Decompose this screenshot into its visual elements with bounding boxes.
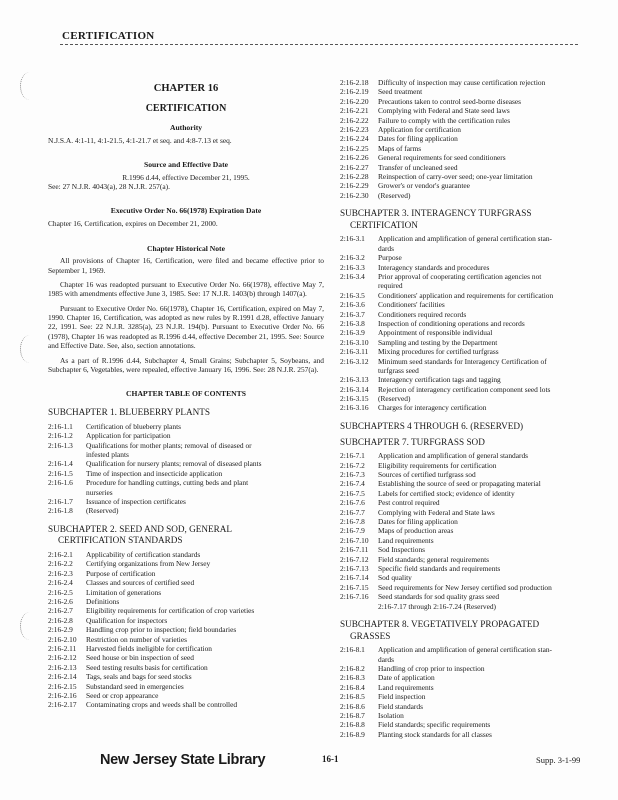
section-number: 2:16-7.16 <box>340 592 369 602</box>
section-title: Procedure for handling cuttings, cutting beds and plant <box>86 478 249 488</box>
section-number: 2:16-3.5 <box>340 290 365 300</box>
section-title: Complying with Federal and State laws <box>378 507 495 517</box>
section-title: Sod Inspections <box>378 545 426 555</box>
toc-entry <box>340 125 588 134</box>
section-number: 2:16-3.2 <box>340 253 365 263</box>
section-title: Interagency standards and procedures <box>378 262 490 272</box>
section-title: Application and amplification of general certification stan- <box>378 234 553 244</box>
section-title: Sources of certified turfgrass sod <box>378 470 476 480</box>
section-title: Contaminating crops and weeds shall be controlled <box>86 700 238 710</box>
toc-entry <box>340 564 588 573</box>
section-title: Field standards; general requirements <box>378 554 490 564</box>
toc-entry <box>340 692 588 701</box>
section-title: Application for certification <box>378 124 461 134</box>
section-number: 2:16-7.4 <box>340 479 365 489</box>
section-number: 2:16-7.12 <box>340 554 369 564</box>
toc-heading: CHAPTER TABLE OF CONTENTS <box>126 389 246 399</box>
header-rule <box>60 44 578 45</box>
section-title-continued: dards <box>378 654 395 664</box>
section-title: Substandard seed in emergencies <box>86 681 184 691</box>
section-title: Isolation <box>378 711 404 720</box>
section-title: Definitions <box>86 597 120 606</box>
toc-entry <box>48 441 324 450</box>
section-number: 2:16-1.2 <box>48 431 73 441</box>
section-title: Qualifications for mother plants; removal of diseased or <box>86 440 252 450</box>
toc-entry <box>340 683 588 692</box>
section-number: 2:16-3.6 <box>340 300 365 310</box>
punch-hole-mark <box>20 335 39 363</box>
section-number: 2:16-3.10 <box>340 337 369 347</box>
section-number: 2:16-2.2 <box>48 559 73 569</box>
section-number: 2:16-3.4 <box>340 272 365 282</box>
section-title: Certification of blueberry plants <box>86 421 182 431</box>
section-title: Seed standards for sod quality grass seed <box>378 592 500 602</box>
section-number: 2:16-2.11 <box>48 643 77 653</box>
section-title: Sampling and testing by the Department <box>378 337 498 347</box>
section-title: Dates for filing application <box>378 134 458 144</box>
section-number: 2:16-2.22 <box>340 115 369 125</box>
section-title: Seed requirements for New Jersey certified sod production <box>378 582 552 592</box>
expiration-heading: Executive Order No. 66(1978) Expiration Date <box>110 206 262 216</box>
section-title: Eligibility requirements for certification <box>378 460 497 470</box>
subchapter-title <box>340 437 588 449</box>
section-title: Appointment of responsible individual <box>378 328 493 338</box>
subchapter-1 <box>48 407 324 516</box>
toc-entry <box>340 172 588 181</box>
section-title-continued: required <box>378 281 403 291</box>
section-number: 2:16-2.19 <box>340 87 369 97</box>
section-number: 2:16-2.14 <box>48 672 77 682</box>
toc-entry <box>48 422 324 431</box>
toc-entry <box>340 134 588 143</box>
section-title: Tags, seals and bags for seed stocks <box>86 672 192 682</box>
section-title: General requirements for seed conditioners <box>378 153 506 163</box>
chapter-number: CHAPTER 16 <box>153 83 219 94</box>
section-number: 2:16-2.4 <box>48 578 73 588</box>
section-number: 2:16-2.25 <box>340 143 369 153</box>
section-title: Land requirements <box>378 535 434 545</box>
toc-entry <box>340 338 588 347</box>
history-paragraph: Chapter 16 was readopted pursuant to Executive Order No. 66(1978), effective May 7, 1985 with amendments effective June 3, 1985. See: 17 N.J.R. 1403(b) through 1407(a). <box>48 279 324 299</box>
section-title: Handling crop prior to inspection; field boundaries <box>86 625 237 635</box>
section-title: Inspection of conditioning operations and records <box>378 318 525 328</box>
section-title: Maps of farms <box>378 143 422 153</box>
section-title: Seed or crop appearance <box>86 690 159 700</box>
toc-entry <box>340 702 588 711</box>
section-title-continued: turfgrass seed <box>378 365 419 375</box>
toc-entry <box>340 328 588 337</box>
section-number: 2:16-3.3 <box>340 262 365 272</box>
toc-entry <box>340 234 588 243</box>
section-title: Sod quality <box>378 573 412 583</box>
toc-entry <box>340 508 588 517</box>
section-title: Limitation of generations <box>86 587 162 597</box>
toc-entry <box>340 526 588 535</box>
section-number: 2:16-7.8 <box>340 516 365 526</box>
toc-entry <box>48 663 324 672</box>
subchapter-8 <box>340 619 588 739</box>
section-title: Field standards <box>378 701 423 711</box>
toc-entry <box>48 469 324 478</box>
section-number: 2:16-2.9 <box>48 625 73 635</box>
toc-entry <box>340 181 588 190</box>
section-title: Field inspection <box>378 692 426 702</box>
toc-entry <box>48 559 324 568</box>
toc-entry <box>48 700 324 709</box>
section-title: Transfer of uncleaned seed <box>378 162 458 172</box>
section-title: Date of application <box>378 673 435 683</box>
toc-entry <box>340 489 588 498</box>
toc-entry <box>340 573 588 582</box>
toc-entry <box>340 97 588 106</box>
section-title: Specific field standards and requirements <box>378 563 501 573</box>
section-number: 2:16-7.6 <box>340 498 365 508</box>
section-title: (Reserved) <box>378 394 411 404</box>
section-title: Interagency certification tags and tagging <box>378 375 501 385</box>
section-number: 2:16-1.7 <box>48 496 73 506</box>
toc-entry <box>340 664 588 673</box>
section-number: 2:16-1.6 <box>48 478 73 488</box>
toc-entry <box>340 385 588 394</box>
section-number: 2:16-8.6 <box>340 701 365 711</box>
section-number: 2:16-8.9 <box>340 729 365 739</box>
toc-entry <box>340 116 588 125</box>
section-number: 2:16-8.8 <box>340 720 365 730</box>
section-title: Qualification for inspectors <box>86 615 168 625</box>
section-number: 2:16-2.24 <box>340 134 369 144</box>
toc-entry <box>340 291 588 300</box>
section-title: Precautions taken to control seed-borne diseases <box>378 96 522 106</box>
toc-entry <box>340 78 588 87</box>
section-number: 2:16-2.20 <box>340 96 369 106</box>
section-number: 2:16-8.1 <box>340 645 365 655</box>
toc-entry <box>340 461 588 470</box>
section-title: Qualification for nursery plants; removal of diseased plants <box>86 459 262 469</box>
section-number: 2:16-7.1 <box>340 451 365 461</box>
left-column <box>48 78 324 710</box>
section-number: 2:16-3.1 <box>340 234 365 244</box>
section-number: 2:16-3.13 <box>340 375 369 385</box>
toc-entry <box>340 310 588 319</box>
toc-entry <box>340 517 588 526</box>
source-text: R.1996 d.44, effective December 21, 1995. <box>122 172 250 182</box>
section-title: Applicability of certification standards <box>86 550 201 560</box>
section-number: 2:16-8.4 <box>340 682 365 692</box>
section-number: 2:16-2.21 <box>340 106 369 116</box>
section-number: 2:16-2.30 <box>340 190 369 200</box>
source-heading: Source and Effective Date <box>143 160 228 170</box>
toc-entry <box>48 588 324 597</box>
section-title: Maps of production areas <box>378 526 454 536</box>
toc-entry <box>48 635 324 644</box>
toc-entry <box>48 644 324 653</box>
section-title: Purpose of certification <box>86 568 156 578</box>
section-number: 2:16-2.5 <box>48 587 73 597</box>
section-number: 2:16-1.4 <box>48 459 73 469</box>
section-number: 2:16-1.5 <box>48 468 73 478</box>
section-title: Conditioners required records <box>378 309 467 319</box>
toc-entry <box>48 569 324 578</box>
section-number: 2:16-3.9 <box>340 328 365 338</box>
toc-entry <box>48 606 324 615</box>
toc-entry <box>48 625 324 634</box>
history-paragraph: Pursuant to Executive Order No. 66(1978), Chapter 16, Certification, expired on May 7, 1990. Chapter 16, Certification, was adopted as new rules by R.1991 d.28, effective January 22, 1991. See: 22 N.J.R. 3285(a), 23 N.J.R. 194(b). Pursuant to Executive Order No. 66 (1978), Chapter 16 was readopted as R.1996 d.44, effective December 21, 1995. See: Source and Effective Date. See, also, section annotations. <box>48 303 324 351</box>
section-number: 2:16-1.8 <box>48 506 73 516</box>
section-number: 2:16-7.3 <box>340 470 365 480</box>
section-number: 2:16-3.15 <box>340 394 369 404</box>
page-number: 16-1 <box>322 754 339 764</box>
section-number: 2:16-3.12 <box>340 356 369 366</box>
subchapter-3 <box>340 208 588 413</box>
section-number: 2:16-8.2 <box>340 664 365 674</box>
source-text: See: 27 N.J.R. 4043(a), 28 N.J.R. 257(a). <box>48 182 170 192</box>
section-title: Establishing the source of seed or propagating material <box>378 479 541 489</box>
section-number: 2:16-2.29 <box>340 181 369 191</box>
toc-entry <box>340 272 588 281</box>
section-title: Purpose <box>378 253 402 263</box>
section-title: Reinspection of carry-over seed; one-year limitation <box>378 171 533 181</box>
toc-entry <box>340 545 588 554</box>
toc-entry <box>48 459 324 468</box>
section-title: Certifying organizations from New Jersey <box>86 559 211 569</box>
toc-entry <box>340 144 588 153</box>
section-number: 2:16-2.18 <box>340 78 369 87</box>
toc-entry <box>340 451 588 460</box>
toc-entry <box>48 550 324 559</box>
library-stamp: New Jersey State Library <box>100 752 266 768</box>
section-title: Dates for filing application <box>378 516 458 526</box>
authority-text: N.J.S.A. 4:1-11, 4:1-21.5, 4:1-21.7 et seq. and 4:8-7.13 et seq. <box>48 135 232 145</box>
toc-entry <box>48 672 324 681</box>
section-number: 2:16-2.3 <box>48 568 73 578</box>
subchapter-title-line: GRASSES <box>350 630 391 641</box>
toc-entry <box>340 263 588 272</box>
section-number: 2:16-3.7 <box>340 309 365 319</box>
toc-entry <box>340 470 588 479</box>
section-title: 2:16-7.17 through 2:16-7.24 (Reserved) <box>378 601 497 611</box>
chapter-title: CERTIFICATION <box>145 103 227 115</box>
section-number: 2:16-3.16 <box>340 403 369 413</box>
section-number: 2:16-3.14 <box>340 384 369 394</box>
toc-entry <box>340 191 588 200</box>
toc-entry <box>340 163 588 172</box>
toc-entry <box>340 319 588 328</box>
section-title: Classes and sources of certified seed <box>86 578 195 588</box>
section-number: 2:16-2.13 <box>48 662 77 672</box>
section-number: 2:16-7.11 <box>340 545 369 555</box>
subchapter-title-line: SUBCHAPTER 7. TURFGRASS SOD <box>340 436 485 447</box>
toc-entry <box>48 478 324 487</box>
section-number: 2:16-8.5 <box>340 692 365 702</box>
section-title: Pest control required <box>378 498 440 508</box>
toc-entry <box>340 673 588 682</box>
toc-entry <box>340 555 588 564</box>
section-title: Conditioners' facilities <box>378 300 445 310</box>
section-title: Field standards; specific requirements <box>378 720 491 730</box>
subchapter-title <box>48 407 324 419</box>
history-paragraph: As a part of R.1996 d.44, Subchapter 4, Small Grains; Subchapter 5, Soybeans, and Subchapter 6, Vegetables, were repealed, effective January 16, 1996. See: 28 N.J.R. 257(a). <box>48 355 324 375</box>
right-column <box>340 78 588 739</box>
toc-entry <box>340 347 588 356</box>
toc-entry <box>48 616 324 625</box>
toc-entry <box>340 602 588 611</box>
section-number: 2:16-2.8 <box>48 615 73 625</box>
section-number: 2:16-8.3 <box>340 673 365 683</box>
section-number: 2:16-2.15 <box>48 681 77 691</box>
subchapter-title <box>340 619 588 642</box>
subchapter-title-line: CERTIFICATION STANDARDS <box>58 535 183 546</box>
section-number: 2:16-7.14 <box>340 573 369 583</box>
toc-entry <box>48 578 324 587</box>
toc-entry <box>340 394 588 403</box>
section-number: 2:16-2.28 <box>340 171 369 181</box>
section-number: 2:16-8.7 <box>340 711 365 720</box>
toc-entry <box>340 300 588 309</box>
section-number: 2:16-2.12 <box>48 653 77 663</box>
toc-entry <box>340 375 588 384</box>
subchapter-7 <box>340 437 588 611</box>
section-title: Mixing procedures for certified turfgrass <box>378 347 499 357</box>
section-title: Issuance of inspection certificates <box>86 496 186 506</box>
toc-entry <box>48 597 324 606</box>
subchapter-title-line: SUBCHAPTER 2. SEED AND SOD, GENERAL <box>48 523 233 534</box>
section-title: Labels for certified stock; evidence of identity <box>378 488 515 498</box>
section-number: 2:16-2.27 <box>340 162 369 172</box>
toc-entry <box>340 498 588 507</box>
supplement-date: Supp. 3-1-99 <box>536 755 581 765</box>
section-title: Eligibility requirements for certification of crop varieties <box>86 606 255 616</box>
section-title: Difficulty of inspection may cause certification rejection <box>378 78 546 87</box>
running-header: CERTIFICATION <box>62 30 155 42</box>
toc-entry <box>340 106 588 115</box>
section-title: Conditioners' application and requirements for certification <box>378 290 554 300</box>
toc-entry <box>340 87 588 96</box>
toc-entry <box>340 357 588 366</box>
section-title: Harvested fields ineligible for certification <box>86 643 213 653</box>
subchapter-2-continued <box>340 78 588 200</box>
section-number: 2:16-7.13 <box>340 563 369 573</box>
section-number: 2:16-2.23 <box>340 124 369 134</box>
section-number: 2:16-2.16 <box>48 690 77 700</box>
section-title-continued: nurseries <box>86 487 113 497</box>
section-number: 2:16-2.26 <box>340 153 369 163</box>
section-number: 2:16-7.2 <box>340 460 365 470</box>
section-number <box>340 602 378 611</box>
toc-entry <box>340 536 588 545</box>
section-title-continued: dards <box>378 243 395 253</box>
section-title: (Reserved) <box>378 190 411 200</box>
section-title: Complying with Federal and State seed laws <box>378 106 510 116</box>
subchapter-title-line: CERTIFICATION <box>350 219 418 230</box>
subchapter-title <box>48 524 324 547</box>
section-number: 2:16-2.10 <box>48 634 77 644</box>
subchapter-title-line: SUBCHAPTER 1. BLUEBERRY PLANTS <box>48 407 210 418</box>
section-number: 2:16-2.1 <box>48 550 73 560</box>
punch-hole-mark <box>20 612 39 640</box>
section-title: Grower's or vendor's guarantee <box>378 181 470 191</box>
subchapter-title <box>340 208 588 231</box>
toc-entry <box>340 720 588 729</box>
section-title: Minimum seed standards for Interagency Certification of <box>378 356 547 366</box>
section-number: 2:16-7.9 <box>340 526 365 536</box>
subchapter-title-line: SUBCHAPTER 8. VEGETATIVELY PROPAGATED <box>340 618 540 629</box>
section-number: 2:16-7.7 <box>340 507 365 517</box>
expiration-text: Chapter 16, Certification, expires on December 21, 2000. <box>48 219 218 229</box>
section-title: Failure to comply with the certification rules <box>378 115 511 125</box>
history-paragraph: All provisions of Chapter 16, Certification, were filed and became effective prior to September 1, 1969. <box>48 256 324 275</box>
toc-entry <box>48 497 324 506</box>
section-title: Time of inspection and insecticide application <box>86 468 223 478</box>
section-title: Planting stock standards for all classes <box>378 729 492 739</box>
section-title: Prior approval of cooperating certification agencies not <box>378 272 542 282</box>
section-number: 2:16-2.6 <box>48 597 73 606</box>
toc-entry <box>48 653 324 662</box>
toc-entry <box>340 645 588 654</box>
section-number: 2:16-1.3 <box>48 440 73 450</box>
history-heading: Chapter Historical Note <box>147 243 225 253</box>
punch-hole-mark <box>20 72 39 100</box>
section-title: Application and amplification of general standards <box>378 451 529 461</box>
section-number: 2:16-7.10 <box>340 535 369 545</box>
toc-entry <box>340 583 588 592</box>
section-number: 2:16-2.17 <box>48 700 77 710</box>
section-title: Rejection of interagency certification component seed lots <box>378 384 551 394</box>
section-title-continued: infested plants <box>86 449 129 459</box>
section-number: 2:16-3.8 <box>340 318 365 328</box>
toc-entry <box>340 403 588 412</box>
section-title: Seed treatment <box>378 87 423 97</box>
section-title: Seed testing results basis for certification <box>86 662 208 672</box>
toc-entry <box>340 592 588 601</box>
section-number: 2:16-3.11 <box>340 347 369 357</box>
toc-entry <box>340 479 588 488</box>
section-title: Seed house or bin inspection of seed <box>86 653 194 663</box>
section-title: Application and amplification of general certification stan- <box>378 645 553 655</box>
section-title: Restriction on number of varieties <box>86 634 187 644</box>
subchapter-title-line: SUBCHAPTER 3. INTERAGENCY TURFGRASS <box>340 208 532 219</box>
section-number: 2:16-2.7 <box>48 606 73 616</box>
section-title: Land requirements <box>378 682 434 692</box>
section-title: (Reserved) <box>86 506 119 516</box>
section-title: Charges for interagency certification <box>378 403 487 413</box>
section-title: Application for participation <box>86 431 171 441</box>
section-title: Handling of crop prior to inspection <box>378 664 485 674</box>
toc-entry <box>340 253 588 262</box>
toc-entry <box>340 711 588 720</box>
toc-entry <box>48 682 324 691</box>
section-number: 2:16-1.1 <box>48 421 73 431</box>
authority-heading: Authority <box>169 123 203 133</box>
toc-entry <box>340 730 588 739</box>
subchapter-2 <box>48 524 324 710</box>
section-number: 2:16-7.15 <box>340 582 369 592</box>
toc-entry <box>48 691 324 700</box>
section-number: 2:16-7.5 <box>340 488 365 498</box>
toc-entry <box>340 153 588 162</box>
subchapter-4-6-title: SUBCHAPTERS 4 THROUGH 6. (RESERVED) <box>340 420 524 431</box>
toc-entry <box>48 506 324 515</box>
toc-entry <box>48 431 324 440</box>
